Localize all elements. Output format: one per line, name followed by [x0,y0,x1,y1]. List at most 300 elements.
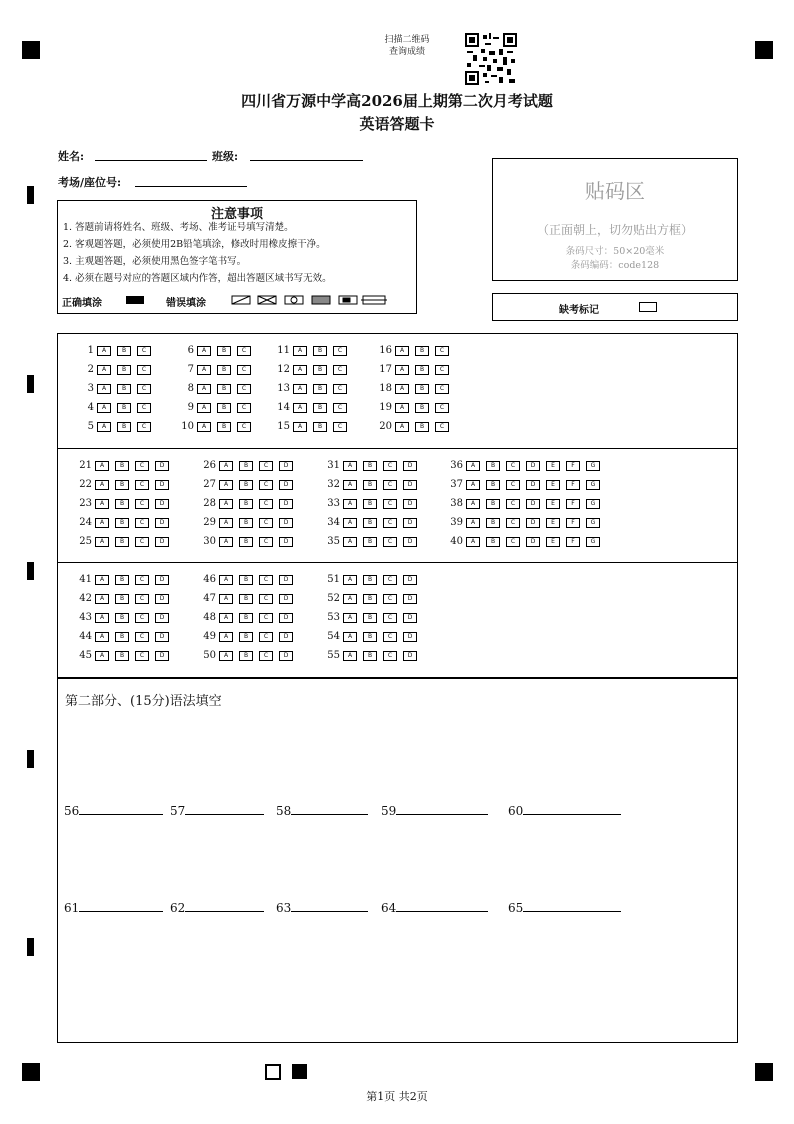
exam-seat-field[interactable] [135,186,247,187]
question-number: 7 [187,364,194,375]
option-bubble-c[interactable]: C [137,384,151,394]
option-bubble-b[interactable]: B [363,461,377,471]
option-bubble-b[interactable]: B [239,632,253,642]
option-bubble-b[interactable]: B [217,403,231,413]
option-bubble-d[interactable]: D [279,575,293,585]
question-number: 12 [277,364,290,375]
option-bubble-d[interactable]: D [155,632,169,642]
option-bubble-e[interactable]: E [546,461,560,471]
option-bubble-a[interactable]: A [219,499,233,509]
option-bubble-d[interactable]: D [155,537,169,547]
option-bubble-c[interactable]: C [259,632,273,642]
option-bubble-c[interactable]: C [237,346,251,356]
option-bubble-b[interactable]: B [117,403,131,413]
option-bubble-a[interactable]: A [95,613,109,623]
option-bubble-b[interactable]: B [117,422,131,432]
option-bubble-a[interactable]: A [343,480,357,490]
option-bubble-b[interactable]: B [313,422,327,432]
question-number: 31 [327,460,340,471]
option-bubble-c[interactable]: C [259,613,273,623]
option-bubble-b[interactable]: B [239,613,253,623]
option-bubble-a[interactable]: A [97,403,111,413]
option-bubble-a[interactable]: A [219,575,233,585]
option-bubble-a[interactable]: A [219,480,233,490]
option-bubble-c[interactable]: C [137,422,151,432]
option-bubble-c[interactable]: C [259,537,273,547]
question-number: 37 [450,479,463,490]
option-bubble-b[interactable]: B [117,384,131,394]
option-bubble-d[interactable]: D [526,461,540,471]
option-bubble-d[interactable]: D [526,537,540,547]
blank-57[interactable] [170,802,264,818]
option-bubble-d[interactable]: D [155,651,169,661]
blank-line[interactable] [185,899,264,912]
note-item: 3. 主观题答题，必须使用黑色签字笔书写。 [63,256,247,267]
option-bubble-c[interactable]: C [333,403,347,413]
option-bubble-b[interactable]: B [217,384,231,394]
option-bubble-a[interactable]: A [95,499,109,509]
option-bubble-b[interactable]: B [486,461,500,471]
part2-heading: 第二部分、(15分)语法填空 [65,694,222,709]
option-bubble-a[interactable]: A [466,461,480,471]
option-bubble-a[interactable]: A [293,422,307,432]
option-bubble-f[interactable]: F [566,537,580,547]
option-bubble-a[interactable]: A [219,632,233,642]
option-bubble-a[interactable]: A [466,518,480,528]
option-bubble-b[interactable]: B [415,365,429,375]
option-bubble-a[interactable]: A [466,537,480,547]
option-bubble-g[interactable]: G [586,461,600,471]
blank-56[interactable] [64,802,163,818]
option-bubble-d[interactable]: D [155,518,169,528]
option-bubble-g[interactable]: G [586,518,600,528]
option-bubble-b[interactable]: B [239,518,253,528]
section-divider [58,562,738,563]
question-number: 42 [79,593,92,604]
option-bubble-a[interactable]: A [219,518,233,528]
option-bubble-a[interactable]: A [395,403,409,413]
option-bubble-c[interactable]: C [435,346,449,356]
blank-line[interactable] [291,802,368,815]
option-bubble-c[interactable]: C [506,537,520,547]
option-bubble-b[interactable]: B [313,346,327,356]
option-bubble-b[interactable]: B [363,518,377,528]
option-bubble-b[interactable]: B [363,480,377,490]
option-bubble-c[interactable]: C [259,651,273,661]
option-bubble-a[interactable]: A [395,346,409,356]
barcode-paste-area [492,158,738,281]
question-number: 36 [450,460,463,471]
blank-65[interactable] [508,899,621,915]
option-bubble-b[interactable]: B [415,422,429,432]
option-bubble-b[interactable]: B [115,613,129,623]
option-bubble-c[interactable]: C [435,384,449,394]
barcode-hint: （正面朝上，切勿贴出方框） [536,223,693,237]
option-bubble-d[interactable]: D [279,613,293,623]
blank-number: 65 [508,901,524,915]
page-indicator-filled [292,1064,307,1079]
blank-63[interactable] [276,899,368,915]
option-bubble-c[interactable]: C [435,403,449,413]
blank-64[interactable] [381,899,488,915]
question-number: 8 [187,383,194,394]
blank-line[interactable] [79,802,163,815]
question-number: 16 [379,345,392,356]
option-bubble-c[interactable]: C [333,422,347,432]
option-bubble-a[interactable]: A [97,365,111,375]
option-bubble-c[interactable]: C [259,480,273,490]
option-bubble-c[interactable]: C [383,594,397,604]
question-number: 35 [327,536,340,547]
option-bubble-a[interactable]: A [97,384,111,394]
option-bubble-c[interactable]: C [333,346,347,356]
option-bubble-b[interactable]: B [115,480,129,490]
option-bubble-c[interactable]: C [383,499,397,509]
option-bubble-a[interactable]: A [395,422,409,432]
option-bubble-d[interactable]: D [526,480,540,490]
option-bubble-b[interactable]: B [115,499,129,509]
option-bubble-a[interactable]: A [343,461,357,471]
option-bubble-c[interactable]: C [333,365,347,375]
question-number: 55 [327,650,340,661]
option-bubble-a[interactable]: A [97,346,111,356]
class-field[interactable] [250,160,363,161]
option-bubble-c[interactable]: C [135,537,149,547]
option-bubble-a[interactable]: A [219,613,233,623]
option-bubble-a[interactable]: A [293,365,307,375]
question-number: 9 [187,402,194,413]
option-bubble-c[interactable]: C [383,518,397,528]
option-bubble-c[interactable]: C [259,499,273,509]
option-bubble-d[interactable]: D [403,594,417,604]
option-bubble-b[interactable]: B [415,403,429,413]
option-bubble-d[interactable]: D [279,594,293,604]
option-bubble-e[interactable]: E [546,537,560,547]
option-bubble-b[interactable]: B [115,518,129,528]
blank-number: 57 [170,804,186,818]
option-bubble-d[interactable]: D [155,461,169,471]
option-bubble-g[interactable]: G [586,499,600,509]
question-number: 52 [327,593,340,604]
option-bubble-a[interactable]: A [343,594,357,604]
option-bubble-e[interactable]: E [546,480,560,490]
option-bubble-c[interactable]: C [383,651,397,661]
option-bubble-c[interactable]: C [383,480,397,490]
option-bubble-b[interactable]: B [486,537,500,547]
option-bubble-b[interactable]: B [239,480,253,490]
option-bubble-c[interactable]: C [237,422,251,432]
option-bubble-d[interactable]: D [403,651,417,661]
option-bubble-a[interactable]: A [293,384,307,394]
corner-mark-bottom-left [22,1063,40,1081]
option-bubble-f[interactable]: F [566,518,580,528]
option-bubble-b[interactable]: B [363,499,377,509]
question-number: 48 [203,612,216,623]
option-bubble-b[interactable]: B [486,499,500,509]
option-bubble-d[interactable]: D [403,613,417,623]
question-number: 51 [327,574,340,585]
option-bubble-d[interactable]: D [279,537,293,547]
name-label: 姓名: [58,150,85,163]
option-bubble-d[interactable]: D [279,651,293,661]
option-bubble-c[interactable]: C [383,575,397,585]
note-item: 1. 答题前请将姓名、班级、考场、准考证号填写清楚。 [63,222,294,233]
timing-mark [27,750,34,768]
option-bubble-b[interactable]: B [415,346,429,356]
option-bubble-f[interactable]: F [566,480,580,490]
option-bubble-a[interactable]: A [97,422,111,432]
option-bubble-a[interactable]: A [219,461,233,471]
correct-fill-example [126,296,144,304]
wrong-fill-examples-icon [230,295,390,305]
option-bubble-a[interactable]: A [395,384,409,394]
option-bubble-c[interactable]: C [506,499,520,509]
question-number: 24 [79,517,92,528]
option-bubble-g[interactable]: G [586,480,600,490]
option-bubble-b[interactable]: B [313,403,327,413]
corner-mark-bottom-right [755,1063,773,1081]
option-bubble-b[interactable]: B [313,365,327,375]
option-bubble-b[interactable]: B [486,518,500,528]
question-number: 40 [450,536,463,547]
option-bubble-c[interactable]: C [383,613,397,623]
option-bubble-d[interactable]: D [155,480,169,490]
option-bubble-a[interactable]: A [95,651,109,661]
question-number: 18 [379,383,392,394]
question-number: 46 [203,574,216,585]
option-bubble-b[interactable]: B [115,461,129,471]
option-bubble-a[interactable]: A [197,346,211,356]
notes-box [57,200,417,314]
option-bubble-a[interactable]: A [197,384,211,394]
option-bubble-d[interactable]: D [155,594,169,604]
blank-number: 60 [508,804,524,818]
option-bubble-c[interactable]: C [135,480,149,490]
option-bubble-b[interactable]: B [117,346,131,356]
blank-line[interactable] [396,802,488,815]
option-bubble-c[interactable]: C [237,365,251,375]
option-bubble-a[interactable]: A [95,461,109,471]
option-bubble-b[interactable]: B [115,594,129,604]
option-bubble-d[interactable]: D [403,575,417,585]
blank-number: 58 [276,804,292,818]
blank-59[interactable] [381,802,488,818]
option-bubble-d[interactable]: D [403,537,417,547]
option-bubble-b[interactable]: B [115,632,129,642]
blank-line[interactable] [79,899,163,912]
option-bubble-a[interactable]: A [466,499,480,509]
blank-58[interactable] [276,802,368,818]
option-bubble-c[interactable]: C [135,651,149,661]
option-bubble-c[interactable]: C [135,499,149,509]
option-bubble-b[interactable]: B [217,422,231,432]
option-bubble-d[interactable]: D [279,499,293,509]
option-bubble-a[interactable]: A [343,518,357,528]
option-bubble-c[interactable]: C [383,632,397,642]
note-item: 2. 客观题答题，必须使用2B铅笔填涂，修改时用橡皮擦干净。 [63,239,326,250]
option-bubble-c[interactable]: C [383,537,397,547]
option-bubble-c[interactable]: C [259,594,273,604]
option-bubble-b[interactable]: B [313,384,327,394]
option-bubble-b[interactable]: B [239,499,253,509]
option-bubble-b[interactable]: B [239,575,253,585]
blank-number: 61 [64,901,80,915]
option-bubble-c[interactable]: C [259,575,273,585]
blank-line[interactable] [396,899,488,912]
option-bubble-d[interactable]: D [155,499,169,509]
option-bubble-c[interactable]: C [259,518,273,528]
option-bubble-d[interactable]: D [155,613,169,623]
barcode-title: 贴码区 [585,179,645,203]
option-bubble-f[interactable]: F [566,461,580,471]
option-bubble-a[interactable]: A [293,403,307,413]
option-bubble-c[interactable]: C [506,461,520,471]
option-bubble-c[interactable]: C [135,575,149,585]
option-bubble-c[interactable]: C [137,346,151,356]
qr-code-icon [465,33,517,85]
question-number: 3 [87,383,94,394]
option-bubble-a[interactable]: A [95,537,109,547]
correct-fill-label: 正确填涂 [62,298,102,309]
option-bubble-a[interactable]: A [197,422,211,432]
option-bubble-b[interactable]: B [115,575,129,585]
option-bubble-c[interactable]: C [333,384,347,394]
option-bubble-c[interactable]: C [137,403,151,413]
timing-mark [27,186,34,204]
option-bubble-b[interactable]: B [239,651,253,661]
exam-title: 四川省万源中学高2026届上期第二次月考试题 [241,92,553,110]
option-bubble-c[interactable]: C [135,518,149,528]
option-bubble-b[interactable]: B [115,537,129,547]
option-bubble-a[interactable]: A [293,346,307,356]
absent-checkbox[interactable] [639,302,657,312]
option-bubble-a[interactable]: A [95,480,109,490]
question-number: 38 [450,498,463,509]
option-bubble-b[interactable]: B [363,632,377,642]
option-bubble-a[interactable]: A [197,403,211,413]
option-bubble-c[interactable]: C [506,518,520,528]
option-bubble-a[interactable]: A [95,575,109,585]
option-bubble-f[interactable]: F [566,499,580,509]
blank-62[interactable] [170,899,264,915]
option-bubble-d[interactable]: D [403,632,417,642]
question-number: 54 [327,631,340,642]
option-bubble-e[interactable]: E [546,499,560,509]
option-bubble-b[interactable]: B [239,461,253,471]
option-bubble-d[interactable]: D [279,480,293,490]
blank-line[interactable] [291,899,368,912]
option-bubble-d[interactable]: D [279,518,293,528]
option-bubble-c[interactable]: C [135,632,149,642]
corner-mark-top-right [755,41,773,59]
option-bubble-a[interactable]: A [197,365,211,375]
question-number: 29 [203,517,216,528]
blank-line[interactable] [185,802,264,815]
option-bubble-c[interactable]: C [135,461,149,471]
option-bubble-a[interactable]: A [466,480,480,490]
option-bubble-c[interactable]: C [237,384,251,394]
option-bubble-b[interactable]: B [363,594,377,604]
option-bubble-a[interactable]: A [343,537,357,547]
option-bubble-d[interactable]: D [526,518,540,528]
option-bubble-c[interactable]: C [506,480,520,490]
question-number: 47 [203,593,216,604]
option-bubble-a[interactable]: A [343,575,357,585]
wrong-fill-label: 错误填涂 [166,298,206,309]
blank-number: 56 [64,804,80,818]
option-bubble-c[interactable]: C [435,365,449,375]
qr-label: 扫描二维码 查询成绩 [384,35,430,57]
option-bubble-b[interactable]: B [217,365,231,375]
option-bubble-b[interactable]: B [217,346,231,356]
absent-label: 缺考标记 [559,305,599,316]
option-bubble-b[interactable]: B [486,480,500,490]
option-bubble-a[interactable]: A [219,594,233,604]
option-bubble-a[interactable]: A [95,518,109,528]
option-bubble-d[interactable]: D [279,632,293,642]
option-bubble-d[interactable]: D [403,461,417,471]
option-bubble-a[interactable]: A [343,632,357,642]
option-bubble-c[interactable]: C [137,365,151,375]
option-bubble-b[interactable]: B [117,365,131,375]
timing-mark [27,562,34,580]
option-bubble-a[interactable]: A [343,499,357,509]
option-bubble-c[interactable]: C [237,403,251,413]
option-bubble-a[interactable]: A [395,365,409,375]
option-bubble-a[interactable]: A [343,651,357,661]
option-bubble-e[interactable]: E [546,518,560,528]
blank-number: 63 [276,901,292,915]
option-bubble-d[interactable]: D [155,575,169,585]
option-bubble-d[interactable]: D [279,461,293,471]
blank-line[interactable] [523,802,621,815]
option-bubble-a[interactable]: A [219,537,233,547]
option-bubble-b[interactable]: B [363,613,377,623]
option-bubble-c[interactable]: C [135,594,149,604]
question-number: 43 [79,612,92,623]
note-item: 4. 必须在题号对应的答题区域内作答，超出答题区域书写无效。 [63,273,332,284]
option-bubble-b[interactable]: B [239,537,253,547]
blank-line[interactable] [523,899,621,912]
option-bubble-b[interactable]: B [415,384,429,394]
option-bubble-d[interactable]: D [403,518,417,528]
option-bubble-a[interactable]: A [219,651,233,661]
option-bubble-a[interactable]: A [95,632,109,642]
option-bubble-b[interactable]: B [363,651,377,661]
blank-61[interactable] [64,899,163,915]
option-bubble-d[interactable]: D [403,499,417,509]
option-bubble-c[interactable]: C [259,461,273,471]
question-number: 17 [379,364,392,375]
option-bubble-a[interactable]: A [95,594,109,604]
blank-60[interactable] [508,802,621,818]
option-bubble-b[interactable]: B [363,537,377,547]
question-number: 30 [203,536,216,547]
option-bubble-d[interactable]: D [403,480,417,490]
option-bubble-g[interactable]: G [586,537,600,547]
question-number: 45 [79,650,92,661]
barcode-size: 条码尺寸：50×20毫米 [565,246,665,257]
name-field[interactable] [95,160,207,161]
option-bubble-c[interactable]: C [435,422,449,432]
option-bubble-b[interactable]: B [363,575,377,585]
option-bubble-c[interactable]: C [383,461,397,471]
option-bubble-b[interactable]: B [115,651,129,661]
option-bubble-b[interactable]: B [239,594,253,604]
option-bubble-a[interactable]: A [343,613,357,623]
option-bubble-d[interactable]: D [526,499,540,509]
option-bubble-c[interactable]: C [135,613,149,623]
